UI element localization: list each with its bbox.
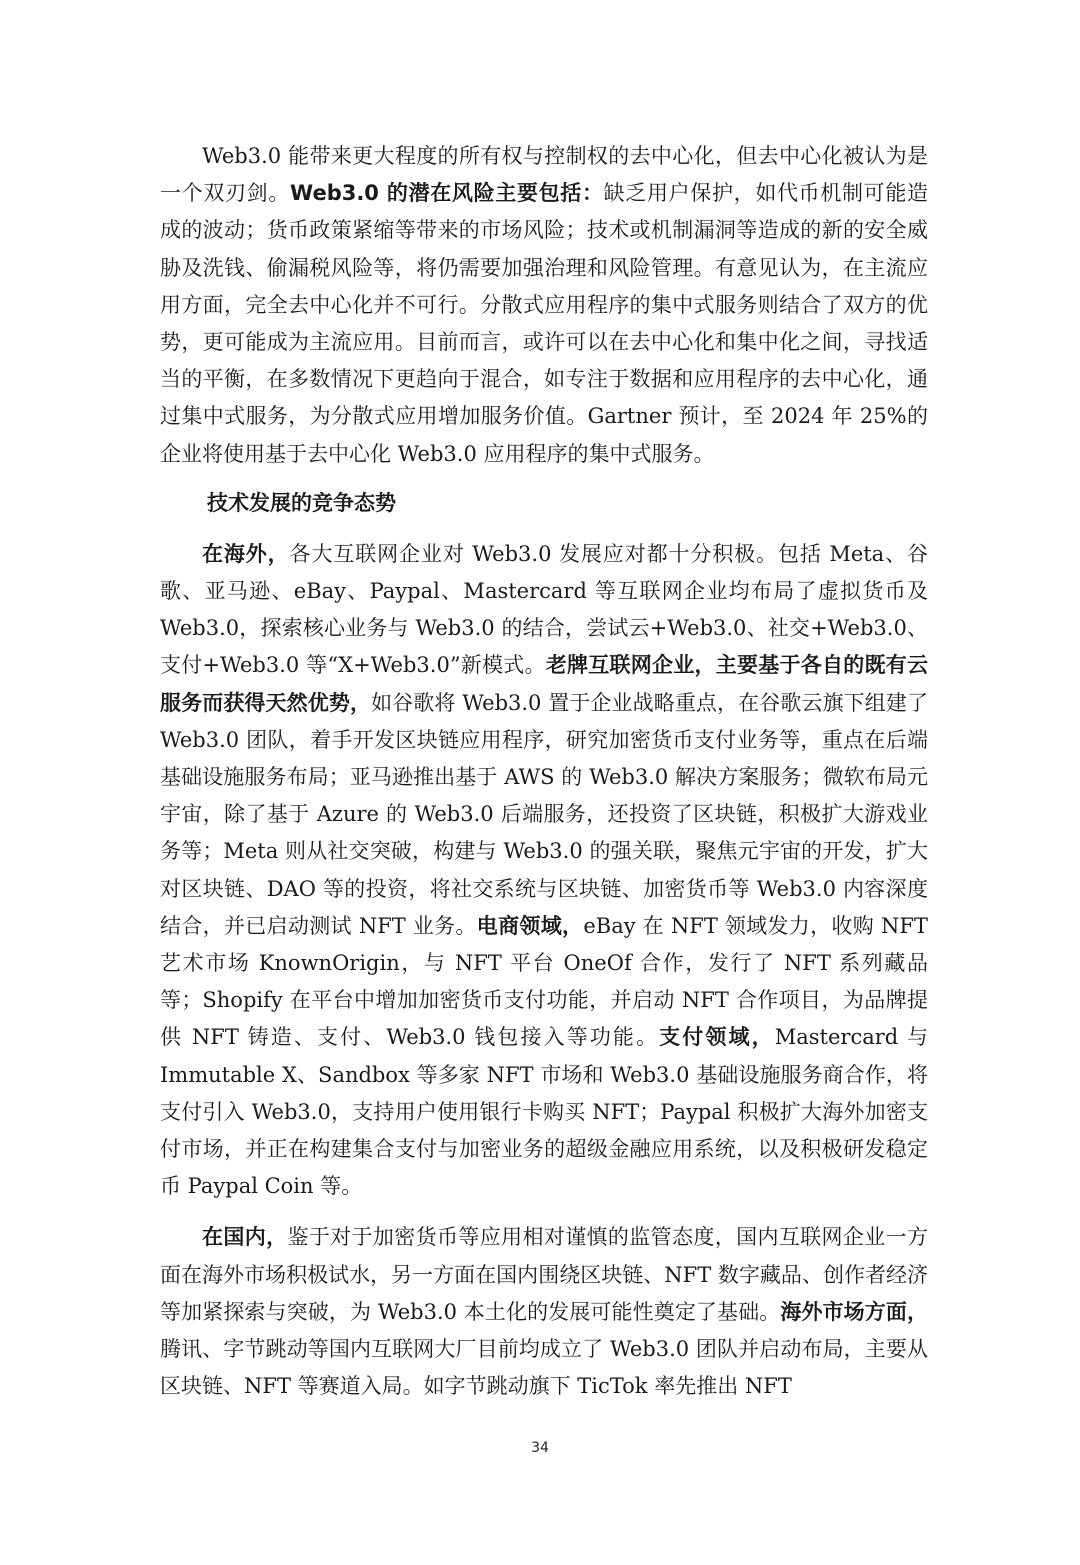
- p1-text-c: 缺乏用户保护，如代币机制可能造成的波动；货币政策紧缩等带来的市场风险；技术或机制漏洞等造成的新的安全威胁及洗钱、偷漏税风险等，将仍需要加强治理和风险管理。有意见认为，在主流应用方面，完全去中心化并不可行。分散式应用程序的集中式服务则结合了双方的优势，更可能成为主流应用。目前而言，或许可以在去中心化和集中化之间，寻找适当的平衡，在多数情况下更趋向于混合，如专注于数据和应用程序的去中心化，通过集中式服务，为分散式应用增加服务价值。Gartner 预计，至 2024 年 25%的企业将使用基于去中心化 Web3.0 应用程序的集中式服务。: [160, 181, 929, 466]
- p2-text-b: 各大互联网企业对 Web3.0 发展应对都十分积极。包括 Meta、谷歌、亚马逊、eBay、Paypal、Mastercard 等互联网企业均布局了虚拟货币及 Web3.0，探索核心业务与 Web3.0 的结合，尝试云+Web3.0、社交+Web3.0、支付+Web3.0 等“X+Web3.0”新模式。: [160, 541, 928, 678]
- p1-text-a: Web3.0 能带来更大程度的所有权与控制权的去中心化，但去中心化被认为是一个双刃剑。: [160, 144, 928, 206]
- p3-bold-domestic: 在国内，: [202, 1225, 288, 1250]
- p2-text-h: Mastercard 与 Immutable X、Sandbox 等多家 NFT 市场和 Web3.0 基础设施服务商合作，将支付引入 Web3.0，支持用户使用银行卡购买 NFT；Paypal 积极扩大海外加密支付市场，并正在构建集合支付与加密业务的超级金融应用系统，以及积极研发稳定币 Paypal Coin 等。: [160, 1025, 928, 1199]
- p3-text-b: 鉴于对于加密货币等应用相对谨慎的监管态度，国内互联网企业一方面在海外市场积极试水，另一方面在国内围绕区块链、NFT 数字藏品、创作者经济等加紧探索与突破，为 Web3.0 本土化的发展可能性奠定了基础。: [160, 1225, 929, 1324]
- p2-bold-legacy: 老牌互联网企业，主要基于各自的既有云服务而获得天然优势，: [160, 653, 928, 715]
- document-page: [160, 138, 928, 1406]
- p1-bold-risks: Web3.0 的潜在风险主要包括：: [290, 181, 604, 206]
- p2-text-f: eBay 在 NFT 领域发力，收购 NFT 艺术市场 KnownOrigin，与 NFT 平台 OneOf 合作，发行了 NFT 系列藏品等；Shopify 在平台中增加加密货币支付功能，并启动 NFT 合作项目，为品牌提供 NFT 铸造、支付、Web3.0 钱包接入等功能。: [160, 913, 928, 1050]
- p2-bold-payment: 支付领域，: [659, 1025, 775, 1050]
- paragraph-overseas: [160, 536, 928, 1206]
- p2-bold-overseas: 在海外，: [202, 541, 290, 566]
- p3-text-d: 腾讯、字节跳动等国内互联网大厂目前均成立了 Web3.0 团队并启动布局，主要从区块链、NFT 等赛道入局。如字节跳动旗下 TicTok 率先推出 NFT: [160, 1337, 928, 1399]
- page-number: 34: [531, 1440, 549, 1456]
- p3-bold-overseas-market: 海外市场方面，: [780, 1299, 928, 1324]
- p2-bold-ecommerce: 电商领域，: [476, 913, 584, 938]
- paragraph-web3-risks: [160, 138, 928, 473]
- paragraph-domestic: [160, 1219, 928, 1405]
- p2-text-d: 如谷歌将 Web3.0 置于企业战略重点，在谷歌云旗下组建了 Web3.0 团队，着手开发区块链应用程序，研究加密货币支付业务等，重点在后端基础设施服务布局；亚马逊推出基于 AWS 的 Web3.0 解决方案服务；微软布局元宇宙，除了基于 Azure 的 Web3.0 后端服务，还投资了区块链，积极扩大游戏业务等；Meta 则从社交突破，构建与 Web3.0 的强关联，聚焦元宇宙的开发，扩大对区块链、DAO 等的投资，将社交系统与区块链、加密货币等 Web3.0 内容深度结合，并已启动测试 NFT 业务。: [160, 690, 928, 938]
- section-heading: 技术发展的竞争态势: [207, 490, 396, 515]
